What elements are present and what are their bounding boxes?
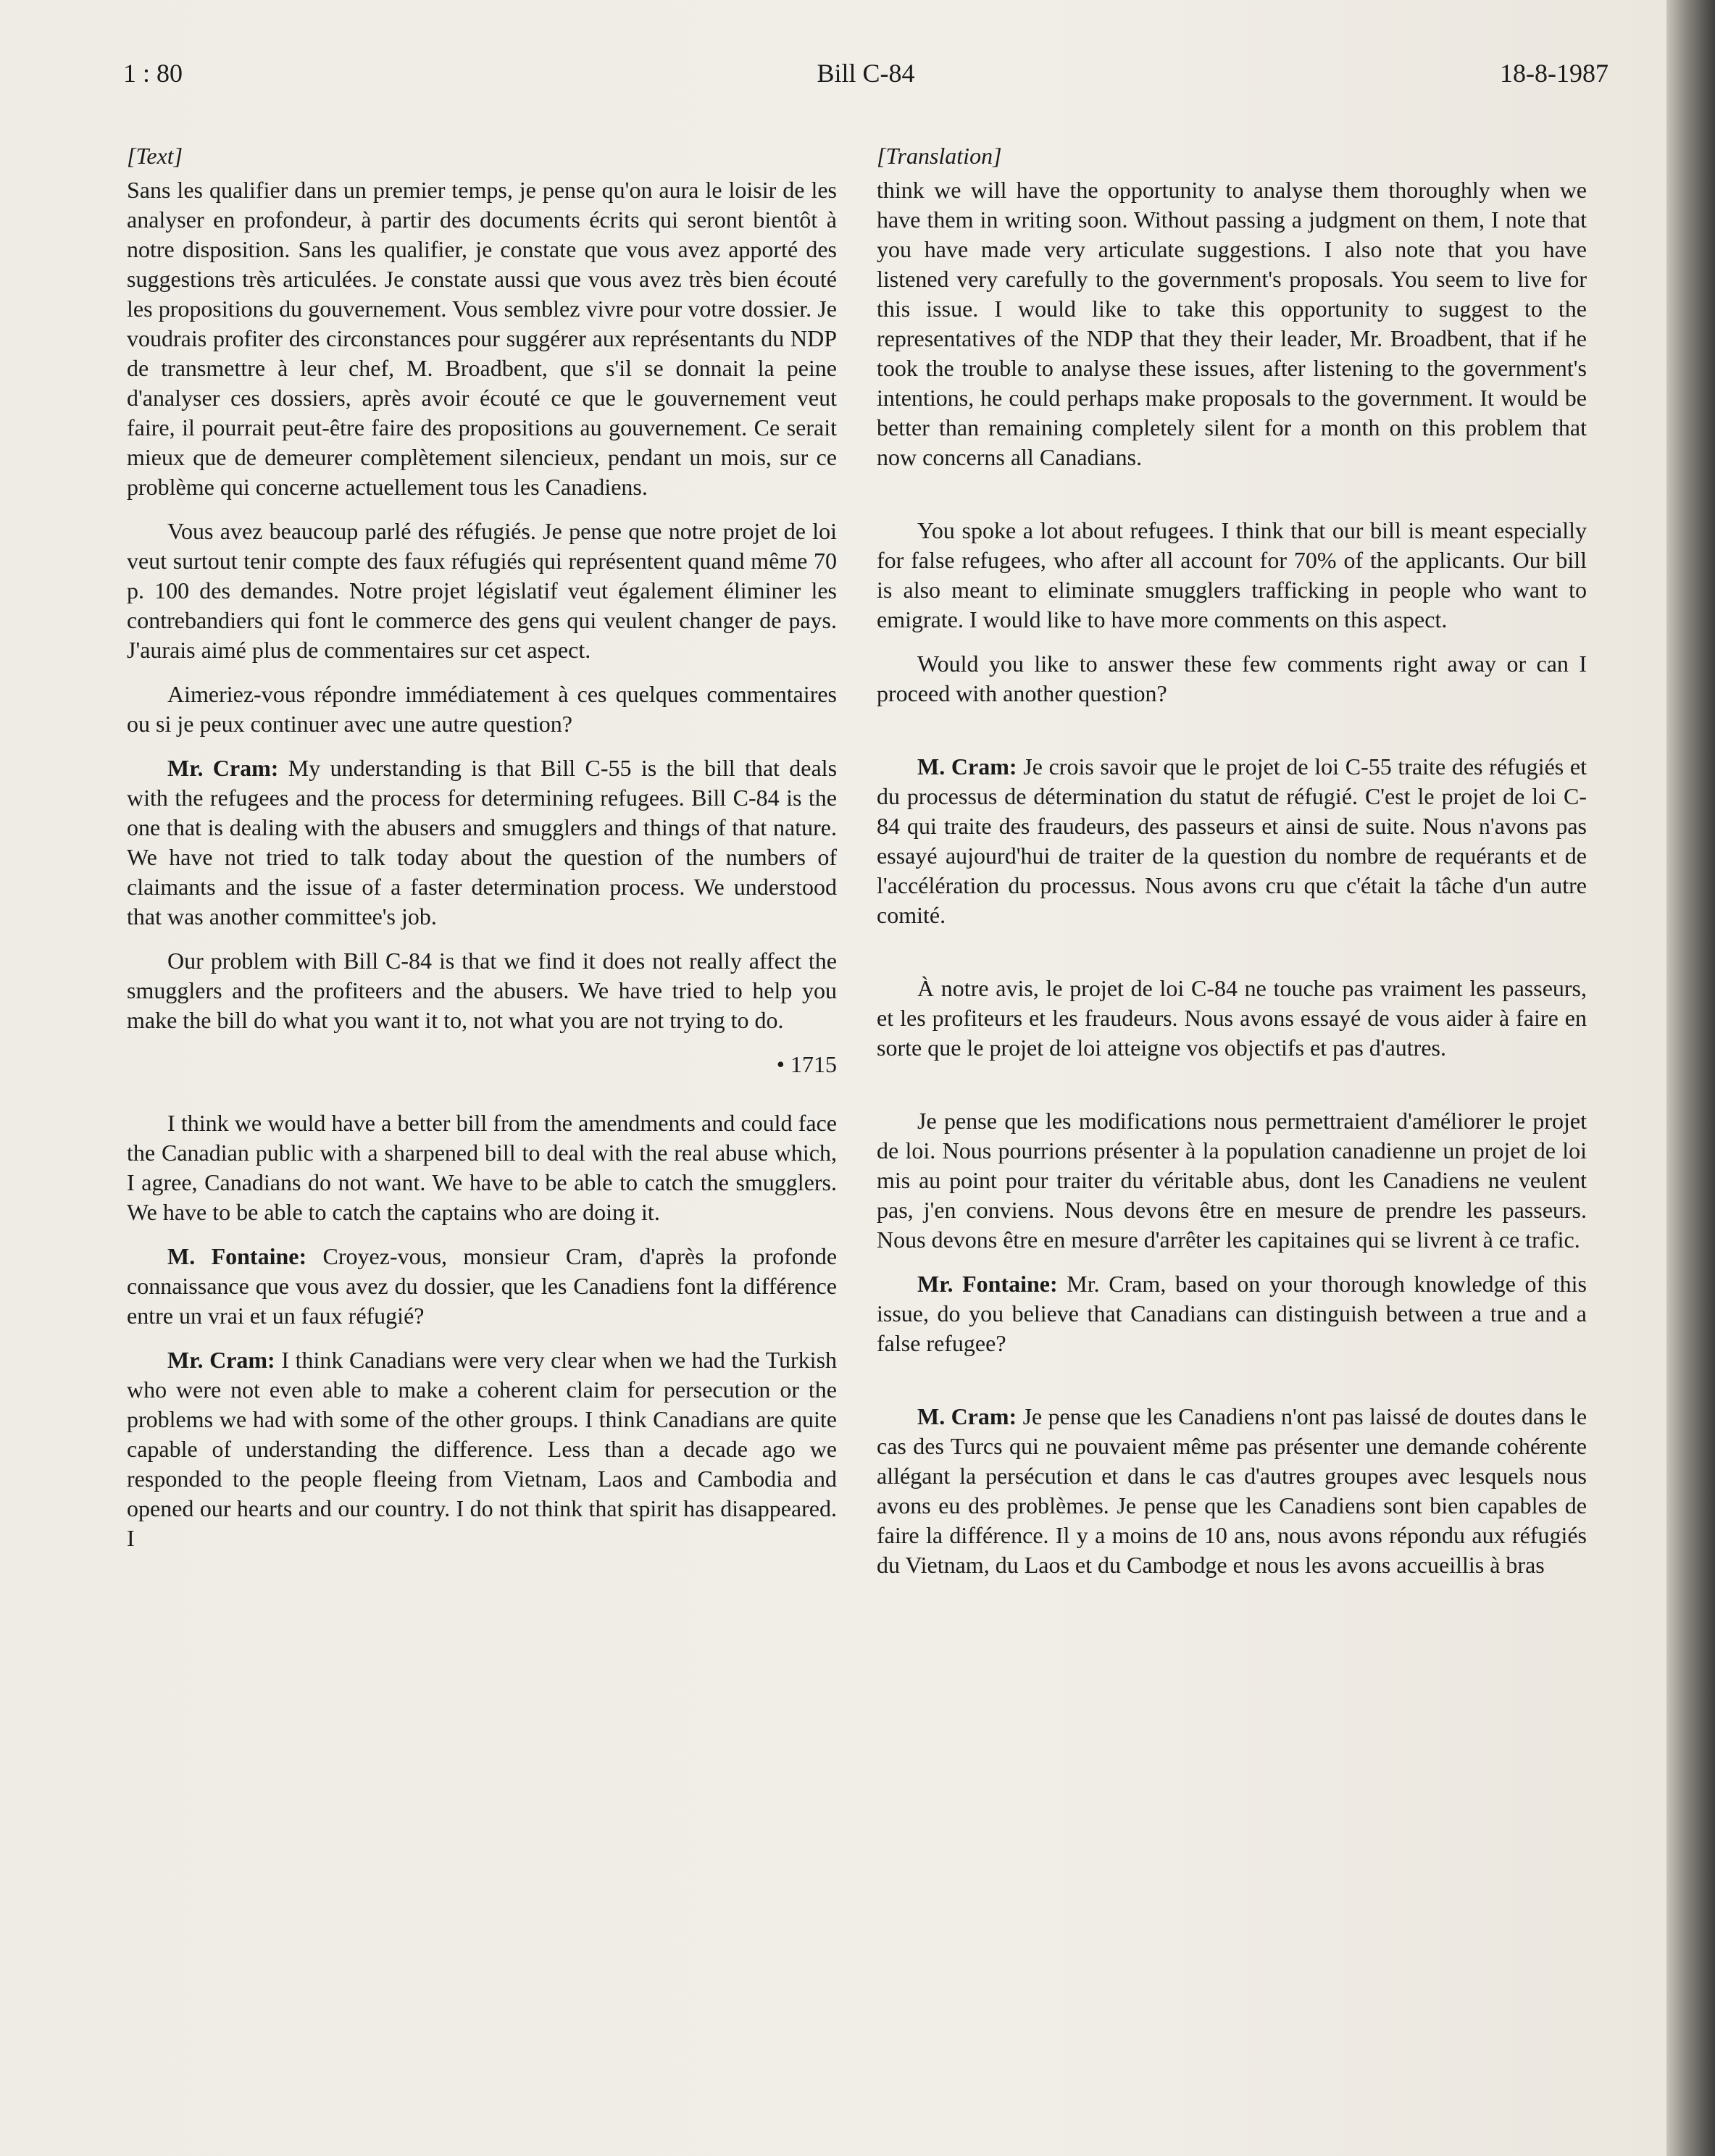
paragraph: Our problem with Bill C-84 is that we find it does not really affect the smugglers and the profiteers and the abusers. We have tried to help you make the bill do what you want it to, not what you are not trying to do.	[127, 948, 837, 1033]
paragraph	[877, 752, 1587, 930]
paragraph: À notre avis, le projet de loi C-84 ne touche pas vraiment les passeurs, et les profiteurs et les fraudeurs. Nous avons essayé de vous aider à faire en sorte que le projet de loi atteigne vos objectifs et pas d'autres.	[877, 975, 1587, 1061]
speaker-name: M. Cram:	[917, 1403, 1017, 1429]
speech-text: My understanding is that Bill C-55 is the bill that deals with the refugees and the process for determining refugees. Bill C-84 is the one that is dealing with the abusers and smugglers and things of that nature. We have not tried to talk today about the question of the numbers of claimants and the issue of a faster determination process. We understood that was another committee's job.	[127, 755, 838, 929]
speech-text: Croyez-vous, monsieur Cram, d'après la profonde connaissance que vous avez du dossier, que les Canadiens font la différence entre un vrai et un faux réfugié?	[127, 1243, 838, 1329]
paragraph	[127, 1345, 837, 1553]
english-column	[877, 141, 1587, 1595]
paragraph: Would you like to answer these few comments right away or can I proceed with another question?	[877, 651, 1587, 706]
paragraph	[877, 1402, 1587, 1580]
paragraph: Je pense que les modifications nous permettraient d'améliorer le projet de loi. Nous pourrions présenter à la population canadienne un projet de loi mis au point pour traiter du véritable abus, dont les Canadiens ne veulent pas, j'en conviens. Nous devons être en mesure de prendre les passeurs. Nous devons être en mesure d'arrêter les capitaines qui se livrent à ce trafic.	[877, 1108, 1587, 1253]
paragraph	[127, 1242, 837, 1331]
paragraph: Aimeriez-vous répondre immédiatement à ces quelques commentaires ou si je peux continuer avec une autre question?	[127, 681, 837, 737]
paragraph: You spoke a lot about refugees. I think that our bill is meant especially for false refugees, who after all account for 70% of the applicants. Our bill is also meant to eliminate smugglers trafficking in people who want to emigrate. I would like to have more comments on this aspect.	[877, 517, 1587, 632]
speech-text: I think Canadians were very clear when we had the Turkish who were not even able to make a coherent claim for persecution or the problems we had with some of the other groups. I think Canadians are quite capable of understanding the difference. Less than a decade ago we responded to the people fleeing from Vietnam, Laos and Cambodia and opened our hearts and our country. I do not think that spirit has disappeared. I	[127, 1347, 838, 1551]
page-date: 18-8-1987	[1500, 59, 1608, 88]
speaker-name: M. Fontaine:	[167, 1243, 307, 1269]
column-tag: [Translation]	[877, 143, 1002, 169]
speech-text: Je pense que les Canadiens n'ont pas laissé de doutes dans le cas des Turcs qui ne pouvaient même pas présenter une demande cohérente allégant la persécution et dans le cas d'autres groupes avec lesquels nous avons eu des problèmes. Je pense que les Canadiens sont bien capables de faire la différence. Il y a moins de 10 ans, nous avons répondu aux réfugiés du Vietnam, du Laos et du Cambodge et nous les avons accueillis à bras	[877, 1403, 1587, 1578]
paragraph: I think we would have a better bill from the amendments and could face the Canadian public with a sharpened bill to deal with the real abuse which, I agree, Canadians do not want. We have to be able to catch the smugglers. We have to be able to catch the captains who are doing it.	[127, 1110, 837, 1225]
speech-text: Mr. Cram, based on your thorough knowledge of this issue, do you believe that Canadians can distinguish between a true and a false refugee?	[877, 1271, 1587, 1356]
column-tag: [Text]	[127, 143, 183, 169]
page-header	[123, 58, 1608, 101]
speaker-name: Mr. Fontaine:	[917, 1271, 1058, 1297]
paragraph	[127, 753, 837, 932]
speaker-name: M. Cram:	[917, 753, 1017, 780]
page-number: 1 : 80	[123, 59, 183, 88]
paragraph: Vous avez beaucoup parlé des réfugiés. Je pense que notre projet de loi veut surtout tenir compte des faux réfugiés qui représentent quand même 70 p. 100 des demandes. Notre projet législatif veut également éliminer les contrebandiers qui font le commerce des gens qui veulent changer de pays. J'aurais aimé plus de commentaires sur cet aspect.	[127, 518, 837, 663]
paragraph	[877, 1269, 1587, 1358]
paragraph: Sans les qualifier dans un premier temps, je pense qu'on aura le loisir de les analyser en profondeur, à partir des documents écrits qui seront bientôt à notre disposition. Sans les qualifier, je constate que vous avez apporté des suggestions très articulées. Je constate aussi que vous avez très bien écouté les propositions du gouvernement. Vous semblez vivre pour votre dossier. Je voudrais profiter des circonstances pour suggérer aux représentants du NDP de transmettre à leur chef, M. Broadbent, que s'il se donnait la peine d'analyser ces dossiers, après avoir écouté ce que le gouvernement veut faire, il pourrait peut-être faire des propositions au gouvernement. Ce serait mieux que de demeurer complètement silencieux, pendant un mois, sur ce problème qui concerne actuellement tous les Canadiens.	[127, 177, 837, 500]
paragraph: think we will have the opportunity to analyse them thoroughly when we have them in writing soon. Without passing a judgment on them, I note that you have made very articulate suggestions. I also note that you have listened very carefully to the government's proposals. You seem to live for this issue. I would like to take this opportunity to suggest to the representatives of the NDP that they their leader, Mr. Broadbent, that if he took the trouble to analyse these issues, after listening to the government's intentions, he could perhaps make proposals to the government. It would be better than remaining completely silent for a month on this problem that now concerns all Canadians.	[877, 177, 1587, 470]
time-marker: • 1715	[776, 1051, 837, 1077]
speech-text: Je crois savoir que le projet de loi C-55 traite des réfugiés et du processus de détermination du statut de réfugié. C'est le projet de loi C-84 qui traite des fraudeurs, des passeurs et ainsi de suite. Nous n'avons pas essayé aujourd'hui de traiter de la question du nombre de requérants et de l'accélération du processus. Nous avons cru que c'était la tâche d'un autre comité.	[877, 753, 1587, 928]
speaker-name: Mr. Cram:	[167, 1347, 275, 1373]
french-column	[127, 141, 837, 1568]
speaker-name: Mr. Cram:	[167, 755, 279, 781]
book-spine-shadow	[1666, 0, 1715, 2156]
bill-title: Bill C-84	[817, 59, 915, 88]
